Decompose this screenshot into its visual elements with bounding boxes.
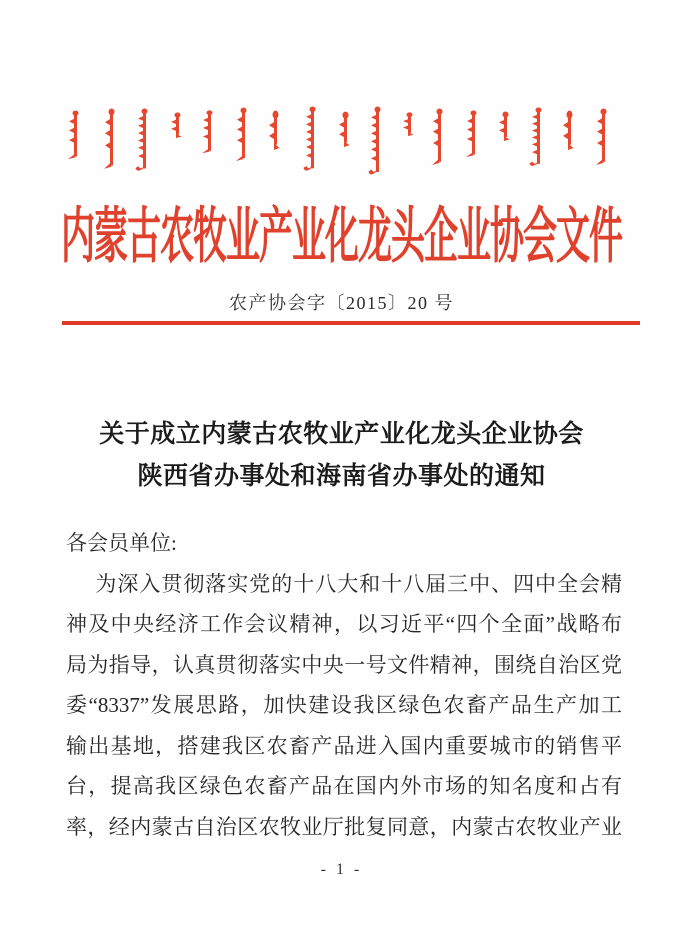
body-paragraph-line: 局为指导，认真贯彻落实中央一号文件精神，围绕自治区党 bbox=[66, 652, 622, 677]
red-divider bbox=[62, 321, 640, 325]
doc-number: 农产协会字〔2015〕20 号 bbox=[229, 293, 454, 313]
body-text bbox=[66, 523, 622, 847]
body-paragraph-line: 输出基地，搭建我区农畜产品进入国内重要城市的销售平 bbox=[66, 733, 622, 758]
banner-title: 内蒙古农牧业产业化龙头企业协会文件 bbox=[61, 204, 622, 271]
document-title-line1: 关于成立内蒙古农牧业产业化龙头企业协会 bbox=[99, 421, 584, 448]
body-paragraph-line: 台，提高我区绿色农畜产品在国内外市场的知名度和占有 bbox=[66, 774, 622, 798]
body-paragraph-line: 神及中央经济工作会议精神，以习近平“四个全面”战略布 bbox=[66, 612, 622, 636]
mongolian-script bbox=[0, 106, 683, 196]
banner-title-row bbox=[0, 187, 683, 271]
document-title-line2: 陕西省办事处和海南省办事处的通知 bbox=[137, 463, 546, 490]
body-paragraph-line: 委“8337”发展思路，加快建设我区绿色农畜产品生产加工 bbox=[66, 693, 622, 717]
body-paragraph-line: 率，经内蒙古自治区农牧业厅批复同意，内蒙古农牧业产业 bbox=[66, 814, 622, 839]
page-number: - 1 - bbox=[320, 861, 363, 878]
body-paragraph-line: 为深入贯彻落实党的十八大和十八届三中、四中全会精 bbox=[95, 571, 622, 596]
salutation: 各会员单位: bbox=[66, 531, 177, 555]
document-title bbox=[0, 414, 683, 498]
